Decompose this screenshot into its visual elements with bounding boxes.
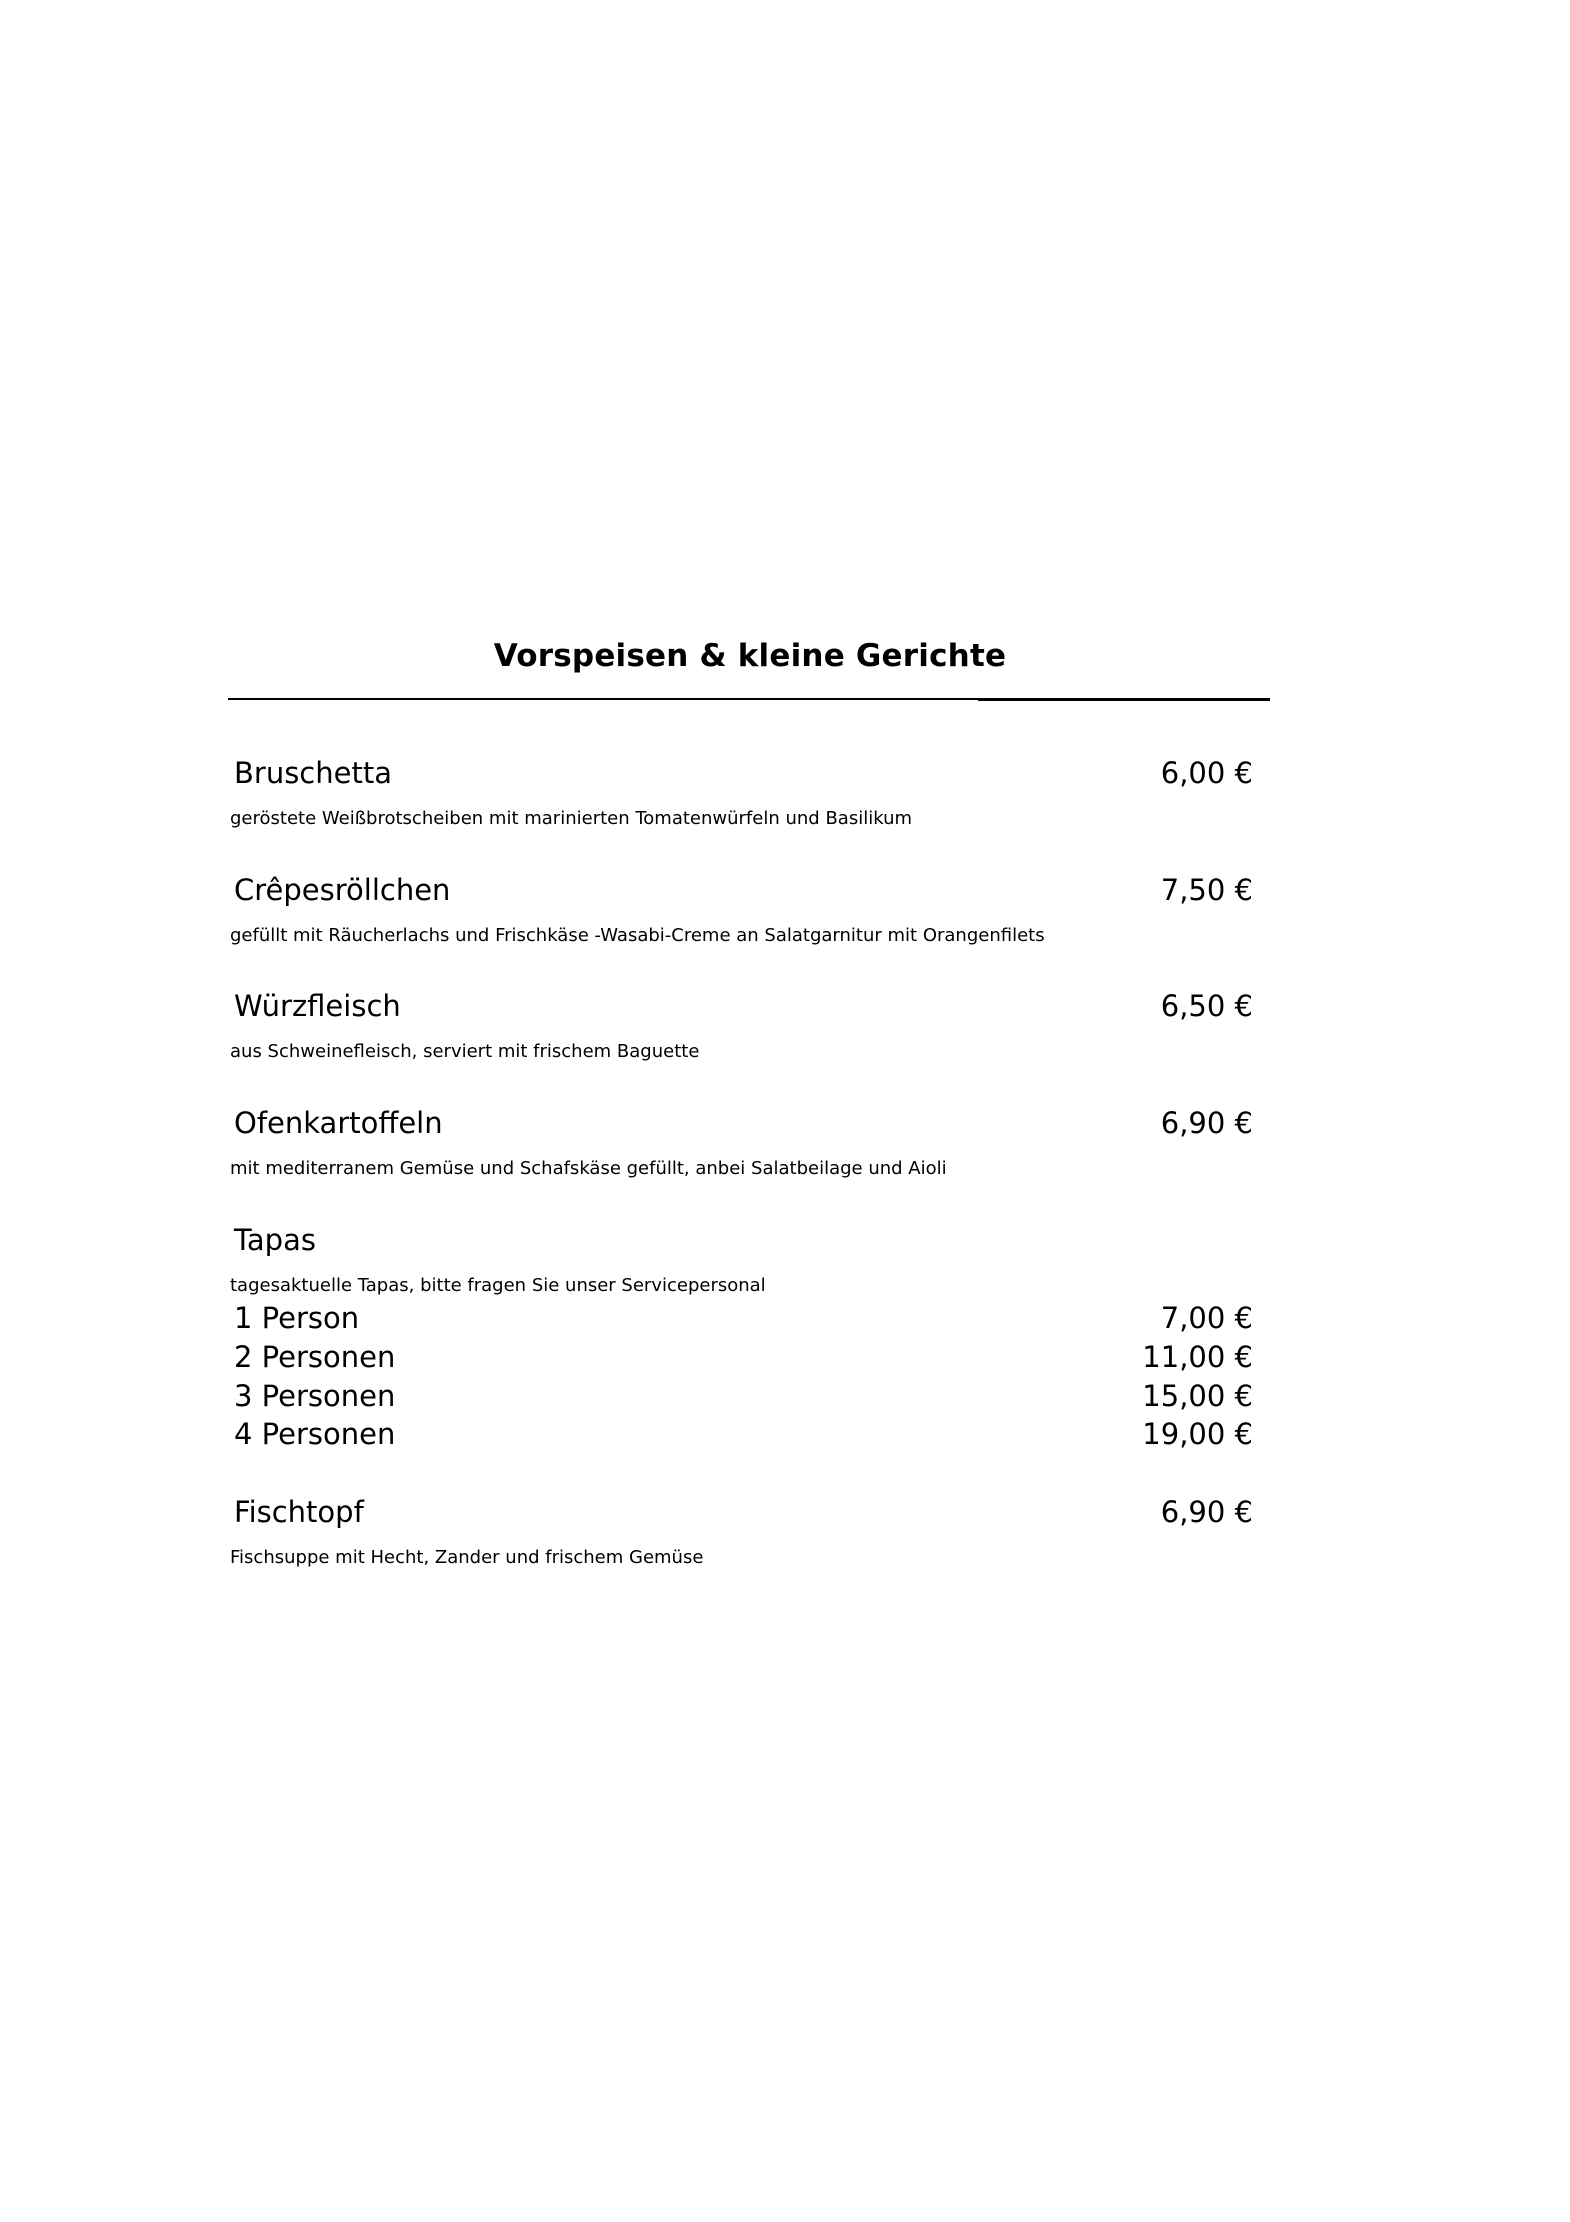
menu-item-tapas (232, 1220, 1253, 1264)
menu-item-fischtopf (232, 1492, 1253, 1536)
item-price: 6,90 € (1160, 1106, 1253, 1140)
option-label: 2 Personen (234, 1340, 396, 1374)
option-label: 4 Personen (234, 1417, 396, 1451)
option-price: 7,00 € (1160, 1301, 1253, 1335)
item-description: aus Schweinefleisch, serviert mit frischem Baguette (230, 1041, 700, 1062)
item-price: 6,50 € (1160, 989, 1253, 1023)
title-divider-accent (978, 700, 1270, 701)
menu-item-ofenkartoffeln (232, 1103, 1253, 1147)
tapas-option (232, 1414, 1253, 1458)
option-price: 11,00 € (1142, 1340, 1253, 1374)
menu-item-crepesroellchen (232, 870, 1253, 914)
item-description: geröstete Weißbrotscheiben mit marinierten Tomatenwürfeln und Basilikum (230, 808, 913, 829)
option-label: 1 Person (234, 1301, 360, 1335)
item-name: Ofenkartoffeln (234, 1106, 443, 1140)
item-name: Crêpesröllchen (234, 873, 451, 907)
item-price: 7,50 € (1160, 873, 1253, 907)
item-name: Würzfleisch (234, 989, 401, 1023)
menu-item-bruschetta (232, 753, 1253, 797)
option-price: 19,00 € (1142, 1417, 1253, 1451)
item-description: mit mediterranem Gemüse und Schafskäse gefüllt, anbei Salatbeilage und Aioli (230, 1158, 947, 1179)
page-title: Vorspeisen & kleine Gerichte (493, 638, 1007, 674)
item-price: 6,90 € (1160, 1495, 1253, 1529)
item-name: Fischtopf (234, 1495, 364, 1529)
item-name: Tapas (234, 1223, 316, 1257)
item-description: gefüllt mit Räucherlachs und Frischkäse -Wasabi-Creme an Salatgarnitur mit Orangenfilets (230, 925, 1045, 946)
item-name: Bruschetta (234, 756, 392, 790)
item-price: 6,00 € (1160, 756, 1253, 790)
option-label: 3 Personen (234, 1379, 396, 1413)
tapas-option (232, 1298, 1253, 1342)
item-description: Fischsuppe mit Hecht, Zander und frischem Gemüse (230, 1547, 704, 1568)
menu-item-wuerzfleisch (232, 986, 1253, 1030)
item-description: tagesaktuelle Tapas, bitte fragen Sie unser Servicepersonal (230, 1275, 766, 1296)
tapas-option (232, 1337, 1253, 1381)
option-price: 15,00 € (1142, 1379, 1253, 1413)
